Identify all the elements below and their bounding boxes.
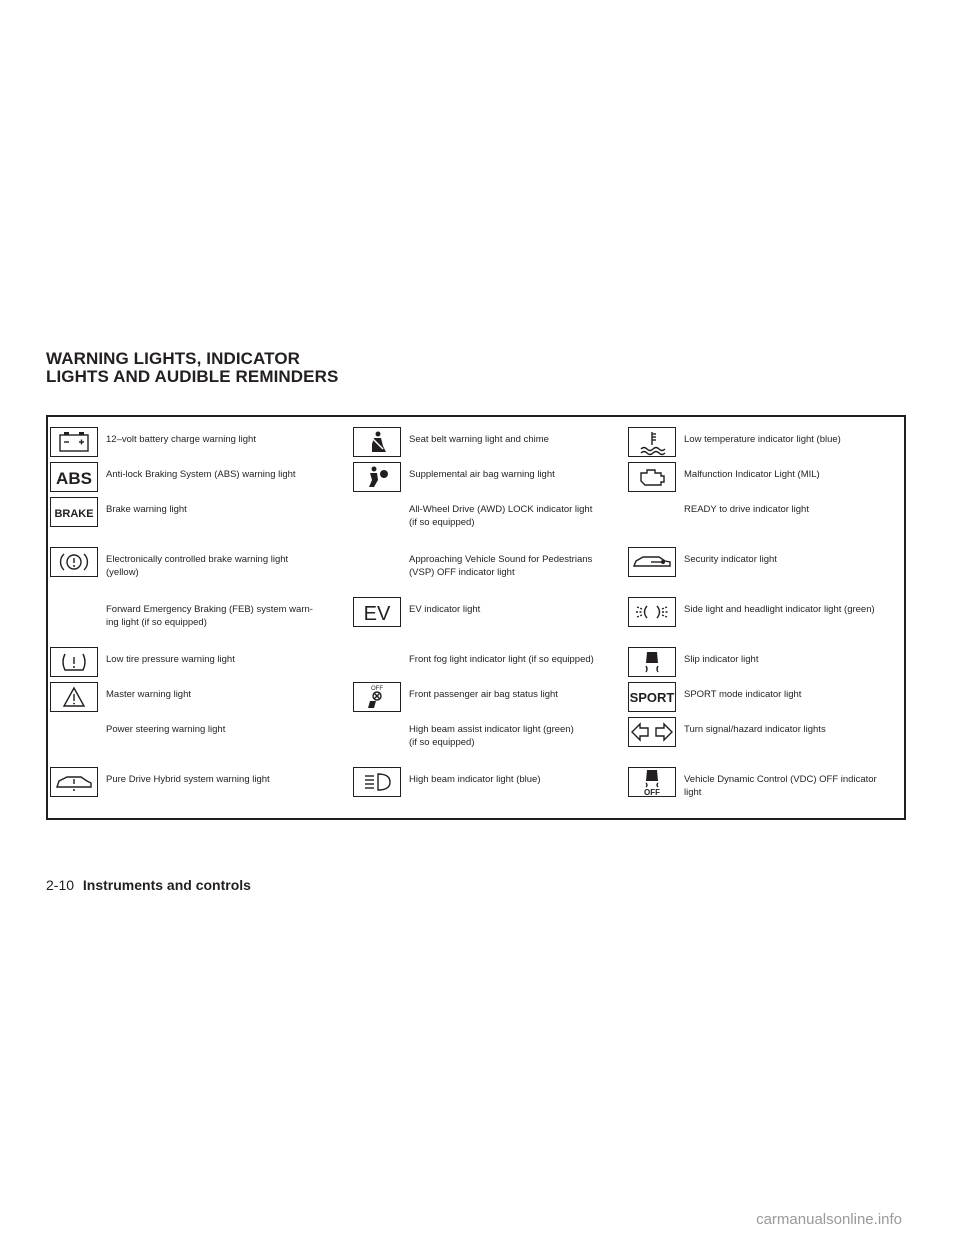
warning-light-description	[106, 603, 336, 629]
high-beam-icon	[353, 767, 401, 797]
description-line: Front passenger air bag status light	[409, 689, 558, 700]
warning-light-entry	[628, 682, 908, 722]
sport-icon	[628, 682, 676, 712]
warning-light-description	[684, 553, 909, 566]
warning-light-entry	[628, 647, 908, 687]
description-line: Brake warning light	[106, 504, 187, 515]
warning-light-description	[684, 688, 909, 701]
turn-signal-icon	[628, 717, 676, 747]
warning-light-description	[409, 468, 639, 481]
warning-light-entry	[628, 497, 908, 537]
warning-lights-table	[46, 415, 906, 820]
warning-light-description	[106, 688, 336, 701]
description-line: Supplemental air bag warning light	[409, 469, 555, 480]
description-line: Forward Emergency Braking (FEB) system warn-	[106, 604, 313, 615]
warning-light-entry	[353, 682, 633, 722]
battery-icon	[50, 427, 98, 457]
icon-label: ABS	[56, 469, 92, 488]
warning-light-description	[409, 723, 639, 749]
warning-light-description	[106, 468, 336, 481]
description-line: READY to drive indicator light	[684, 504, 809, 515]
warning-light-description	[409, 503, 639, 529]
security-car-key-icon	[628, 547, 676, 577]
seat-belt-icon	[353, 427, 401, 457]
abs-icon	[50, 462, 98, 492]
description-line: (yellow)	[106, 567, 139, 578]
description-line: Slip indicator light	[684, 654, 759, 665]
warning-light-entry	[50, 462, 330, 502]
brake-icon	[50, 497, 98, 527]
vdc-off-icon	[628, 767, 676, 797]
icon-label: EV	[363, 603, 391, 625]
description-line: Front fog light indicator light (if so equipped)	[409, 654, 594, 665]
warning-light-entry	[50, 497, 330, 537]
description-line: Master warning light	[106, 689, 192, 700]
warning-light-description	[106, 553, 336, 579]
warning-light-entry	[50, 717, 330, 757]
tire-pressure-icon	[50, 647, 98, 677]
warning-light-entry	[628, 597, 908, 637]
warning-light-description	[684, 433, 909, 446]
icon-label: OFF	[371, 686, 383, 692]
description-line: Side light and headlight indicator light (green)	[684, 604, 875, 615]
warning-light-description	[106, 503, 336, 516]
warning-light-entry	[353, 647, 633, 687]
warning-light-entry	[50, 597, 330, 637]
description-line: (if so equipped)	[409, 737, 475, 748]
page-number: 2-10	[46, 877, 75, 893]
section-heading-line-2: LIGHTS AND AUDIBLE REMINDERS	[46, 367, 339, 386]
warning-light-description	[409, 653, 639, 666]
warning-light-entry	[353, 427, 633, 467]
icon-label: BRAKE	[54, 508, 94, 520]
description-line: Malfunction Indicator Light (MIL)	[684, 469, 820, 480]
warning-light-entry	[628, 427, 908, 467]
description-line: 12–volt battery charge warning light	[106, 434, 256, 445]
warning-light-entry	[628, 767, 908, 807]
ev-icon	[353, 597, 401, 627]
description-line: Anti-lock Braking System (ABS) warning light	[106, 469, 296, 480]
description-line: Low temperature indicator light (blue)	[684, 434, 841, 445]
warning-light-description	[684, 503, 909, 516]
engine-icon	[628, 462, 676, 492]
description-line: ing light (if so equipped)	[106, 617, 207, 628]
warning-light-description	[409, 603, 639, 616]
brake-circle-icon	[50, 547, 98, 577]
warning-light-description	[106, 773, 336, 786]
description-line: Security indicator light	[684, 554, 777, 565]
description-line: Pure Drive Hybrid system warning light	[106, 774, 270, 785]
warning-light-entry	[628, 462, 908, 502]
warning-light-entry	[353, 717, 633, 757]
warning-light-entry	[50, 547, 330, 587]
warning-light-description	[409, 773, 639, 786]
master-warning-icon	[50, 682, 98, 712]
watermark: carmanualsonline.info	[756, 1211, 902, 1228]
warning-light-description	[409, 433, 639, 446]
warning-light-entry	[353, 767, 633, 807]
warning-light-entry	[353, 462, 633, 502]
warning-light-entry	[353, 497, 633, 537]
description-line: (VSP) OFF indicator light	[409, 567, 515, 578]
warning-light-entry	[628, 547, 908, 587]
passenger-airbag-off-icon	[353, 682, 401, 712]
warning-light-entry	[50, 767, 330, 807]
hybrid-car-icon	[50, 767, 98, 797]
side-light-icon	[628, 597, 676, 627]
section-heading	[46, 350, 338, 386]
warning-light-entry	[353, 547, 633, 587]
warning-light-description	[684, 603, 909, 616]
description-line: light	[684, 787, 702, 798]
warning-light-description	[409, 688, 639, 701]
warning-light-description	[684, 468, 909, 481]
description-line: All-Wheel Drive (AWD) LOCK indicator light	[409, 504, 593, 515]
description-line: SPORT mode indicator light	[684, 689, 802, 700]
warning-light-description	[106, 723, 336, 736]
warning-light-entry	[50, 647, 330, 687]
warning-light-description	[684, 773, 909, 799]
icon-label: SPORT	[629, 690, 675, 705]
warning-light-entry	[50, 427, 330, 467]
chapter-title: Instruments and controls	[82, 877, 251, 893]
warning-light-description	[684, 653, 909, 666]
description-line: Turn signal/hazard indicator lights	[684, 724, 826, 735]
warning-light-description	[106, 433, 336, 446]
section-heading-line-1: WARNING LIGHTS, INDICATOR	[46, 349, 301, 368]
warning-light-description	[409, 553, 639, 579]
slip-icon	[628, 647, 676, 677]
description-line: Approaching Vehicle Sound for Pedestrians	[409, 554, 593, 565]
description-line: High beam assist indicator light (green)	[409, 724, 574, 735]
page-footer	[46, 876, 251, 894]
description-line: Power steering warning light	[106, 724, 226, 735]
description-line: EV indicator light	[409, 604, 481, 615]
warning-light-description	[106, 653, 336, 666]
icon-label: OFF	[644, 788, 660, 796]
description-line: Vehicle Dynamic Control (VDC) OFF indicator	[684, 774, 877, 785]
low-temperature-icon	[628, 427, 676, 457]
description-line: Low tire pressure warning light	[106, 654, 235, 665]
warning-light-entry	[50, 682, 330, 722]
warning-light-entry	[353, 597, 633, 637]
warning-light-entry	[628, 717, 908, 757]
description-line: High beam indicator light (blue)	[409, 774, 541, 785]
description-line: Electronically controlled brake warning light	[106, 554, 289, 565]
description-line: (if so equipped)	[409, 517, 475, 528]
air-bag-icon	[353, 462, 401, 492]
description-line: Seat belt warning light and chime	[409, 434, 549, 445]
warning-light-description	[684, 723, 909, 736]
